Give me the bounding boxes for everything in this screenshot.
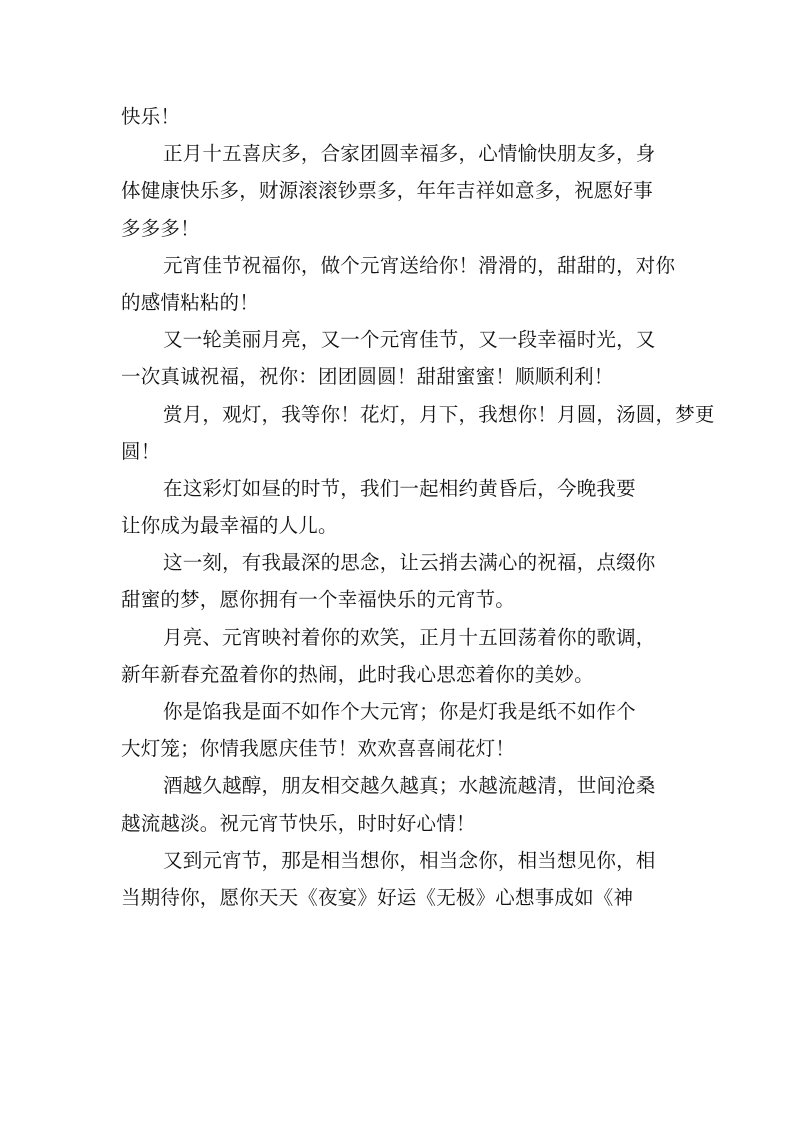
paragraph-start-line: 你是馅我是面不如作个大元宵；你是灯我是纸不如作个 [163,700,636,723]
text-line: 一次真诚祝福，祝你：团团圆圆！甜甜蜜蜜！顺顺利利！ [121,365,614,389]
paragraph-start-line: 元宵佳节祝福你，做个元宵送给你！滑滑的，甜甜的，对你 [163,253,676,277]
text-line: 大灯笼；你情我愿庆佳节！欢欢喜喜闹花灯！ [121,737,516,761]
text-line: 甜蜜的梦，愿你拥有一个幸福快乐的元宵节。 [121,588,516,612]
text-line: 快乐！ [121,105,181,128]
text-line: 的感情粘粘的！ [121,290,259,314]
paragraph-start-line: 月亮、元宵映衬着你的欢笑，正月十五回荡着你的歌调， [163,625,656,649]
text-line: 越流越淡。祝元宵节快乐，时时好心情！ [121,811,476,835]
paragraph-start-line: 又一轮美丽月亮，又一个元宵佳节，又一段幸福时光，又 [163,328,656,352]
paragraph-start-line: 在这彩灯如昼的时节，我们一起相约黄昏后，今晚我要 [163,476,636,500]
text-line: 体健康快乐多，财源滚滚钞票多，年年吉祥如意多，祝愿好事 [121,179,653,203]
paragraph-start-line: 这一刻，有我最深的思念，让云捎去满心的祝福，点缀你 [163,551,656,575]
paragraph-start-line: 赏月，观灯，我等你！花灯，月下，我想你！月圆，汤圆，梦更 [163,402,715,426]
text-line: 圆！ [121,439,161,463]
text-line: 让你成为最幸福的人儿。 [121,514,338,538]
text-line: 当期待你，愿你天天《夜宴》好运《无极》心想事成如《神 [121,885,634,909]
paragraph-start-line: 又到元宵节，那是相当想你，相当念你，相当想见你，相 [163,848,656,872]
paragraph-start-line: 酒越久越醇，朋友相交越久越真；水越流越清，世间沧桑 [163,774,656,798]
document-body [121,98,715,916]
text-line: 多多多！ [121,216,200,240]
text-line: 新年新春充盈着你的热闹，此时我心思恋着你的美妙。 [121,662,594,686]
paragraph-start-line: 正月十五喜庆多，合家团圆幸福多，心情愉快朋友多，身 [163,142,656,166]
